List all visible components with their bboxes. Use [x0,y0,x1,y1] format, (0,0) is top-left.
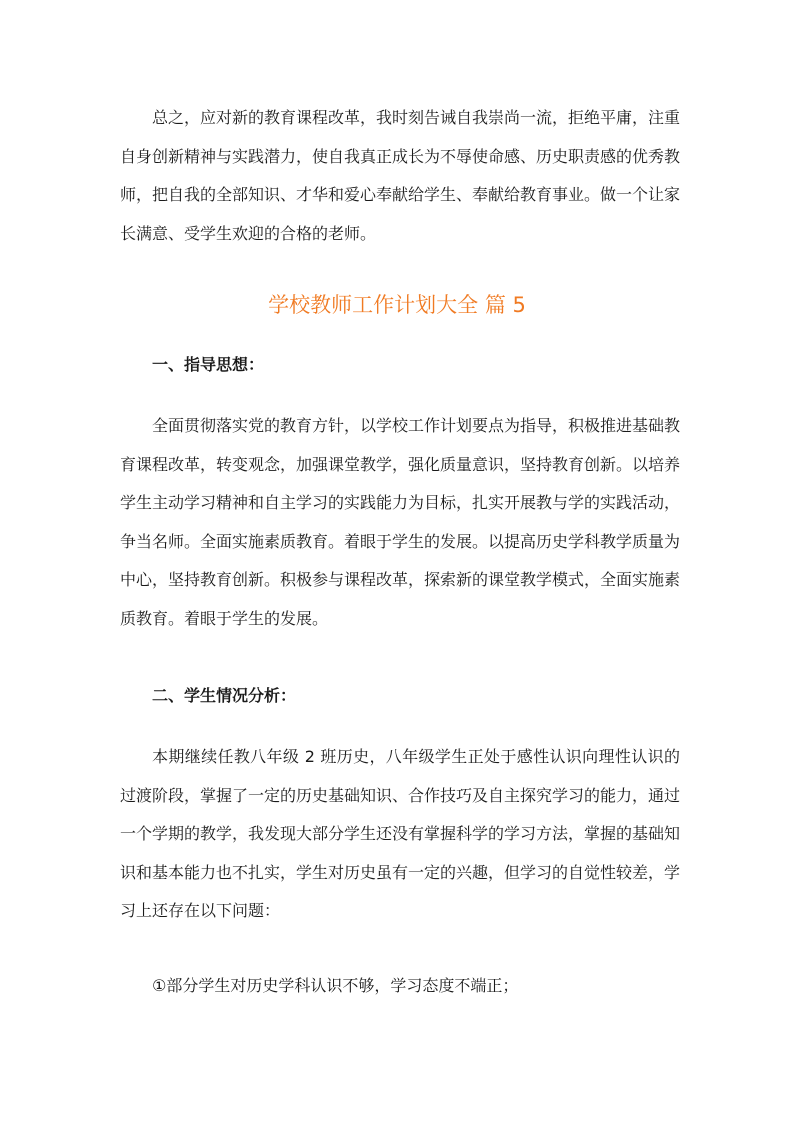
guiding-ideology-paragraph: 全面贯彻落实党的教育方针，以学校工作计划要点为指导，积极推进基础教育课程改革，转变观念，加强课堂教学，强化质量意识，坚持教育创新。以培养学生主动学习精神和自主学习的实践能力为目标，扎实开展教与学的实践活动，争当名师。全面实施素质教育。着眼于学生的发展。以提高历史学科教学质量为中心，坚持教育创新。积极参与课程改革，探索新的课堂教学模式，全面实施素质教育。着眼于学生的发展。 [120,416,681,628]
heading-guiding-ideology: 一、指导思想： [152,355,265,374]
heading-student-analysis: 二、学生情况分析： [152,686,297,705]
closing-paragraph: 总之，应对新的教育课程改革，我时刻告诫自我崇尚一流，拒绝平庸，注重自身创新精神与实践潜力，使自我真正成长为不辱使命感、历史职责感的优秀教师，把自我的全部知识、才华和爱心奉献给学生、奉献给教育事业。做一个让家长满意、受学生欢迎的合格的老师。 [120,108,681,243]
section-title: 学校教师工作计划大全 篇 5 [268,293,526,317]
student-analysis-paragraph: 本期继续任教八年级 2 班历史，八年级学生正处于感性认识向理性认识的过渡阶段，掌握了一定的历史基础知识、合作技巧及自主探究学习的能力，通过一个学期的教学，我发现大部分学生还没有掌握科学的学习方法，掌握的基础知识和基本能力也不扎实，学生对历史虽有一定的兴趣，但学习的自觉性较差，学习上还存在以下问题： [120,747,681,920]
problem-item-1: ①部分学生对历史学科认识不够，学习态度不端正； [152,976,519,995]
